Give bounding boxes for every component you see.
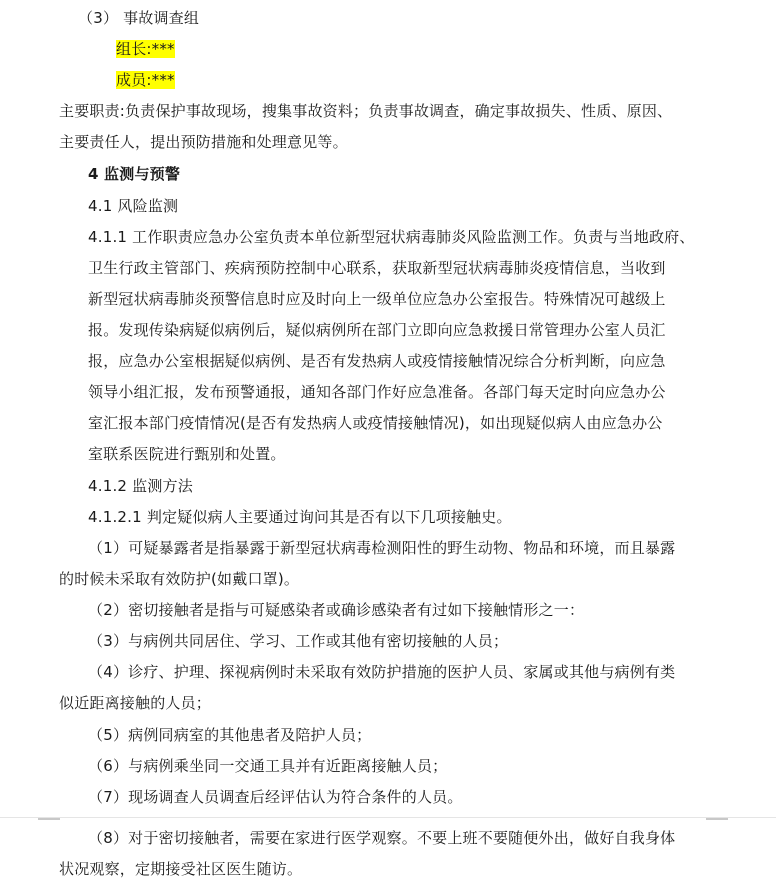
text-line-l22: （4）诊疗、护理、探视病例时未采取有效防护措施的医护人员、家属或其他与病例有类 (88, 663, 676, 681)
page-corner-mark (38, 819, 60, 828)
text-line-l10: 新型冠状病毒肺炎预警信息时应及时向上一级单位应急办公室报告。特殊情况可越级上 (88, 290, 666, 308)
highlighted-text: 组长:*** (116, 40, 175, 58)
text-line-l25: （6）与病例乘坐同一交通工具并有近距离接触人员； (88, 757, 448, 775)
text-line-l19: 的时候未采取有效防护(如戴口罩)。 (59, 570, 300, 588)
text-line-l17: 4.1.2.1 判定疑似病人主要通过询问其是否有以下几项接触史。 (88, 508, 512, 526)
text-line-l08: 4.1.1 工作职责应急办公室负责本单位新型冠状病毒肺炎风险监测工作。负责与当地政府、 (88, 228, 695, 246)
text-line-l06: 4 监测与预警 (88, 165, 181, 183)
text-line-l15: 室联系医院进行甄别和处置。 (88, 445, 286, 463)
text-line-l04: 主要职责:负责保护事故现场，搜集事故资料；负责事故调查，确定事故损失、性质、原因、 (59, 102, 673, 120)
page-corner-mark (706, 819, 728, 828)
text-line-l28: 状况观察，定期接受社区医生随访。 (59, 860, 303, 878)
text-line-l09: 卫生行政主管部门、疾病预防控制中心联系，获取新型冠状病毒肺炎疫情信息，当收到 (88, 259, 666, 277)
page-corner-mark (706, 810, 728, 819)
text-line-l13: 领导小组汇报，发布预警通报，通知各部门作好应急准备。各部门每天定时向应急办公 (88, 383, 666, 401)
text-line-l02 (116, 39, 175, 59)
highlighted-text: 成员:*** (116, 71, 175, 89)
text-line-l12: 报，应急办公室根据疑似病例、是否有发热病人或疫情接触情况综合分析判断，向应急 (88, 352, 666, 370)
text-line-l07: 4.1 风险监测 (88, 197, 179, 215)
text-line-l11: 报。发现传染病疑似病例后，疑似病例所在部门立即向应急救援日常管理办公室人员汇 (88, 321, 666, 339)
text-line-l27: （8）对于密切接触者，需要在家进行医学观察。不要上班不要随便外出，做好自我身体 (88, 829, 676, 847)
text-line-l18: （1）可疑暴露者是指暴露于新型冠状病毒检测阳性的野生动物、物品和环境，而且暴露 (88, 539, 676, 557)
text-line-l03 (116, 70, 175, 90)
text-line-l16: 4.1.2 监测方法 (88, 477, 193, 495)
text-line-l20: （2）密切接触者是指与可疑感染者或确诊感染者有过如下接触情形之一： (88, 601, 585, 619)
text-line-l21: （3）与病例共同居住、学习、工作或其他有密切接触的人员； (88, 632, 509, 650)
text-line-l01: （3） 事故调查组 (78, 9, 200, 27)
text-line-l23: 似近距离接触的人员； (59, 694, 212, 712)
text-line-l14: 室汇报本部门疫情情况(是否有发热病人或疫情接触情况)，如出现疑似病人由应急办公 (88, 414, 663, 432)
text-line-l05: 主要责任人，提出预防措施和处理意见等。 (59, 133, 348, 151)
text-line-l24: （5）病例同病室的其他患者及陪护人员； (88, 726, 372, 744)
text-line-l26: （7）现场调查人员调查后经评估认为符合条件的人员。 (88, 788, 463, 806)
page-break-line (0, 817, 776, 818)
page-corner-mark (38, 810, 60, 819)
